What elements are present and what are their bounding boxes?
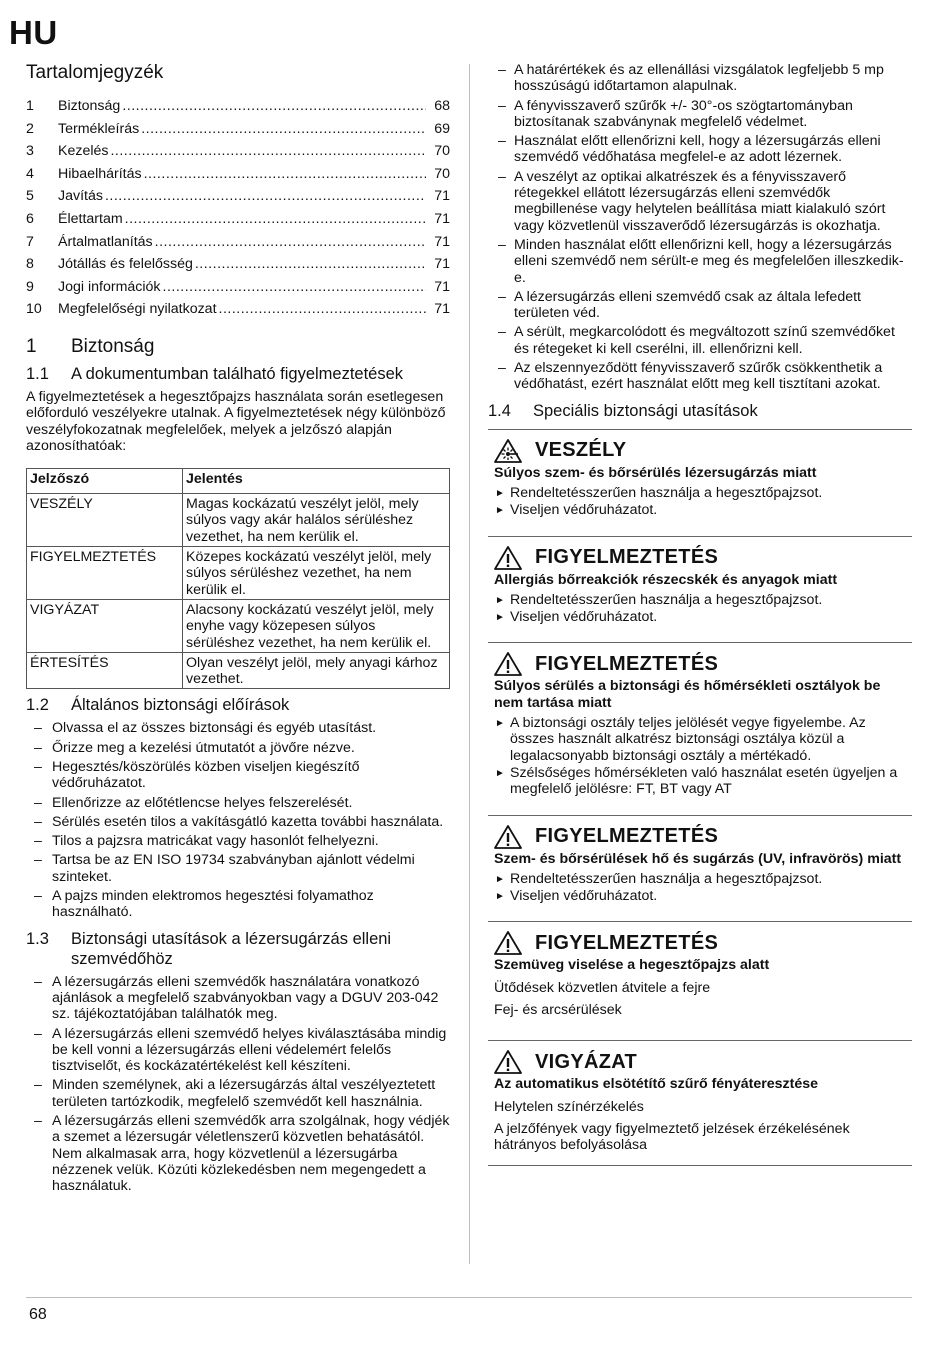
warning-header — [488, 930, 912, 956]
section-number: 1.1 — [26, 364, 49, 383]
warning-triangle-icon — [493, 930, 523, 956]
table-row — [27, 652, 450, 689]
warning-title: FIGYELMEZTETÉS — [535, 652, 719, 675]
table-row — [27, 599, 450, 652]
instruction-item: ► Viseljen védőruházatot. — [488, 502, 912, 518]
list-item: – A lézersugárzás elleni szemvédő csak az általa lefedett területen véd. — [488, 289, 912, 322]
section-1-3-heading — [26, 929, 450, 969]
list-item: – Őrizze meg a kezelési útmutatót a jövőre nézve. — [26, 740, 450, 756]
section-number: 1.3 — [26, 929, 49, 948]
warning-instructions — [488, 871, 912, 905]
toc-leader-dots — [163, 279, 426, 295]
right-column — [488, 62, 912, 1176]
section-title: Biztonság — [71, 335, 155, 357]
toc-page: 71 — [434, 188, 450, 205]
warning-subtitle: Súlyos szem- és bőrsérülés lézersugárzás miatt — [494, 464, 817, 481]
list-item: – A pajzs minden elektromos hegesztési folyamathoz használható. — [26, 888, 450, 921]
toc-number: 2 — [26, 120, 34, 137]
toc-label: Biztonság — [58, 98, 121, 114]
warning-instructions — [488, 592, 912, 626]
signal-meaning: Olyan veszélyt jelöl, mely anyagi kárhoz vezethet. — [183, 652, 450, 689]
toc-label: Hibaelhárítás — [58, 165, 142, 182]
section-1-4-heading — [488, 401, 912, 421]
consequence-text: Helytelen színérzékelés — [494, 1098, 644, 1115]
toc-title: Tartalomjegyzék — [26, 62, 164, 83]
toc-row — [26, 166, 450, 189]
consequence-text: Fej- és arcsérülések — [494, 1001, 622, 1018]
warning-triangle-icon — [493, 824, 523, 850]
toc-row — [26, 234, 450, 257]
warning-title: FIGYELMEZTETÉS — [535, 825, 719, 847]
consequence-text: Ütődések közvetlen átvitele a fejre — [494, 979, 711, 996]
toc-number: 7 — [26, 233, 34, 250]
warning-subtitle: Az automatikus elsötétítő szűrő fényáteresztése — [494, 1076, 819, 1093]
warning-triangle-icon — [493, 651, 523, 677]
toc-row — [26, 279, 450, 302]
section-title: Speciális biztonsági utasítások — [533, 401, 758, 420]
list-item: – Használat előtt ellenőrizni kell, hogy a lézersugárzás elleni szemvédő védőhatása megfelel-e az adott lézernek. — [488, 133, 912, 166]
list-item: – Sérülés esetén tilos a vakításgátló kazetta további használata. — [26, 814, 450, 830]
warning-box — [488, 642, 912, 804]
toc-row — [26, 211, 450, 234]
table-row — [27, 547, 450, 600]
list-item: – A lézersugárzás elleni szemvédők használatára vonatkozó ajánlások a megfelelő szabványokban vagy a DGUV 203-042 sz. tájékoztatójában találhatók meg. — [26, 974, 450, 1023]
toc-leader-dots — [125, 211, 426, 227]
toc-label: Jogi információk — [58, 278, 161, 295]
section-title: Biztonsági utasítások a lézersugárzás elleni szemvédőhöz — [71, 929, 392, 968]
list-item: – Hegesztés/köszörülés közben viseljen kiegészítő védőruházatot. — [26, 759, 450, 792]
toc-row — [26, 256, 450, 279]
section-1-1-paragraph: A figyelmeztetések a hegesztőpajzs használata során esetlegesen előforduló veszélyekre utalnak. A figyelmeztetések négy különböző veszélyfokozatnak megfelelőek, melyek a jelzőszó alapján azonosíthatóak: — [26, 388, 446, 454]
toc-label: Élettartam — [58, 210, 123, 227]
warning-box — [488, 815, 912, 912]
laser-safety-list-continued — [488, 62, 912, 393]
warning-instructions — [488, 715, 912, 797]
warning-subtitle: Szemüveg viselése a hegesztőpajzs alatt — [494, 957, 770, 974]
toc-page: 70 — [434, 165, 450, 182]
toc-label: Ártalmatlanítás — [58, 233, 153, 250]
section-number: 1.4 — [488, 401, 511, 420]
toc-number: 5 — [26, 188, 34, 205]
list-item: – A lézersugárzás elleni szemvédők arra szolgálnak, hogy védjék a szemet a lézersugár véletlenszerű közvetlen behatásától. Nem alkalmasak arra, hogy közvetlenül a lézersugárba nézzenek velük. Közúti közlekedésben nem megengedett a használatuk. — [26, 1113, 450, 1194]
toc-label: Kezelés — [58, 143, 109, 160]
toc-number: 9 — [26, 278, 34, 295]
signal-word: ÉRTESÍTÉS — [27, 652, 183, 689]
toc-leader-dots — [195, 256, 426, 272]
list-item: – A fényvisszaverő szűrők +/- 30°-os szögtartományban biztosítanak szabványnak megfelelő védelmet. — [488, 98, 912, 131]
instruction-item: ► Szélsőséges hőmérsékleten való használat esetén ügyeljen a megfelelő jelölésre: FT, BT vagy AT — [488, 765, 912, 798]
toc-leader-dots — [155, 234, 426, 250]
toc-row — [26, 301, 450, 324]
toc-number: 4 — [26, 165, 34, 182]
warning-subtitle: Szem- és bőrsérülések hő és sugárzás (UV, infravörös) miatt — [494, 850, 902, 867]
laser-safety-list — [26, 974, 450, 1195]
warning-triangle-icon — [493, 545, 523, 571]
instruction-item: ► Viseljen védőruházatot. — [488, 888, 912, 904]
instruction-item: ► Rendeltetésszerűen használja a hegesztőpajzsot. — [488, 592, 912, 608]
language-code: HU — [9, 14, 58, 51]
toc-number: 1 — [26, 98, 34, 114]
column-header: Jelzőszó — [27, 469, 183, 494]
general-safety-list — [26, 720, 450, 920]
signal-meaning: Alacsony kockázatú veszélyt jelöl, mely enyhe vagy közepesen súlyos sérüléshez vezethet, ha nem kerülik el. — [183, 599, 450, 652]
toc-number: 10 — [26, 301, 42, 318]
section-1-2-heading — [26, 695, 450, 715]
warning-subtitle: Allergiás bőrreakciók részecskék és anyagok miatt — [494, 571, 838, 588]
warning-header — [488, 651, 912, 677]
laser-warning-icon — [493, 438, 523, 464]
section-title: Általános biztonsági előírások — [71, 696, 290, 715]
list-item: – Minden használat előtt ellenőrizni kell, hogy a lézersugárzás elleni szemvédő nem sérült-e meg és megfelelően illeszkedik-e. — [488, 237, 912, 286]
column-divider — [469, 64, 470, 1264]
toc-row — [26, 98, 450, 121]
warning-title: FIGYELMEZTETÉS — [535, 931, 719, 954]
toc-page: 69 — [434, 120, 450, 137]
warning-box — [488, 536, 912, 633]
list-item: – A veszélyt az optikai alkatrészek és a fényvisszaverő rétegekkel ellátott lézersugárzás elleni szemvédők megbillenése vagy helytelen beállítása miatt kialakuló szórt vagy közvetlenül visszaverődő lézersugárzás is okozhatja. — [488, 169, 912, 234]
warning-boxes — [488, 429, 912, 1167]
toc-label: Megfelelőségi nyilatkozat — [58, 301, 217, 318]
signal-word: VESZÉLY — [27, 494, 183, 547]
list-item: – Minden személynek, aki a lézersugárzás által veszélyeztetett területen tartózkodik, megfelelő szemvédőt kell használnia. — [26, 1077, 450, 1110]
warning-box — [488, 1040, 912, 1166]
toc-leader-dots — [110, 143, 426, 159]
warning-box — [488, 429, 912, 526]
toc-number: 3 — [26, 143, 34, 160]
toc-page: 71 — [434, 278, 450, 295]
toc-label: Jótállás és felelősség — [58, 256, 193, 273]
toc-row — [26, 121, 450, 144]
toc-leader-dots — [141, 121, 426, 137]
instruction-item: ► Rendeltetésszerűen használja a hegesztőpajzsot. — [488, 485, 912, 501]
warning-triangle-icon — [493, 1049, 523, 1075]
signal-word: VIGYÁZAT — [27, 599, 183, 652]
warning-box — [488, 921, 912, 1030]
toc-number: 8 — [26, 256, 34, 273]
signal-meaning: Magas kockázatú veszélyt jelöl, mely súlyos vagy akár halálos sérüléshez vezethet, ha nem kerülik el. — [183, 494, 450, 547]
toc-list — [26, 98, 450, 324]
toc-page: 71 — [434, 233, 450, 250]
footer-rule — [26, 1297, 912, 1298]
section-1-heading — [26, 336, 450, 358]
instruction-item: ► A biztonsági osztály teljes jelölését vegye figyelembe. Az összes használt alkatrész biztonsági osztálya közül a legalacsonyabb biztonsági osztály a mértékadó. — [488, 715, 912, 764]
toc-label: Termékleírás — [58, 120, 140, 137]
warning-header — [488, 438, 912, 464]
warning-subtitle: Súlyos sérülés a biztonsági és hőmérsékleti osztályok be nem tartása miatt — [494, 678, 881, 711]
list-item: – A határértékek és az ellenállási vizsgálatok legfeljebb 5 mp hosszúságú időtartamon alapulnak. — [488, 62, 912, 95]
list-item: – Tilos a pajzsra matricákat vagy hasonlót felhelyezni. — [26, 833, 450, 849]
warning-header — [488, 545, 912, 571]
instruction-item: ► Viseljen védőruházatot. — [488, 609, 912, 625]
signal-meaning: Közepes kockázatú veszélyt jelöl, mely súlyos sérüléshez vezethet, ha nem kerülik el. — [183, 547, 450, 600]
column-header: Jelentés — [183, 469, 450, 494]
toc-page: 71 — [434, 301, 450, 318]
toc-leader-dots — [105, 188, 426, 204]
list-item: – Ellenőrizze az előtétlencse helyes felszerelését. — [26, 795, 450, 811]
toc-leader-dots — [144, 166, 426, 182]
warning-header — [488, 1049, 912, 1075]
toc-page: 71 — [434, 210, 450, 227]
table-header-row — [27, 469, 450, 494]
toc-page: 68 — [434, 98, 450, 114]
toc-row — [26, 143, 450, 166]
warning-instructions — [488, 485, 912, 519]
list-item: – A lézersugárzás elleni szemvédő helyes kiválasztásába mindig be kell vonni a lézersugárzás elleni védelemért felelős tisztviselőt, és kockázatértékelést kell készíteni. — [26, 1026, 450, 1075]
section-1-1-heading — [26, 364, 450, 384]
left-column — [26, 60, 450, 1203]
section-title: A dokumentumban található figyelmeztetések — [71, 364, 404, 383]
table-row — [27, 494, 450, 547]
toc-leader-dots — [122, 98, 426, 114]
toc-leader-dots — [219, 301, 426, 317]
instruction-item: ► Rendeltetésszerűen használja a hegesztőpajzsot. — [488, 871, 912, 887]
signal-word-table — [26, 468, 450, 689]
section-number: 1.2 — [26, 696, 49, 715]
warning-title: FIGYELMEZTETÉS — [535, 546, 719, 569]
toc-page: 70 — [434, 143, 450, 160]
signal-word: FIGYELMEZTETÉS — [27, 547, 183, 600]
toc-number: 6 — [26, 210, 34, 227]
warning-title: VIGYÁZAT — [535, 1050, 638, 1073]
list-item: – Olvassa el az összes biztonsági és egyéb utasítást. — [26, 720, 450, 736]
list-item: – Tartsa be az EN ISO 19734 szabványban ajánlott védelmi szinteket. — [26, 852, 450, 885]
warning-header — [488, 824, 912, 850]
page-number: 68 — [29, 1306, 47, 1323]
list-item: – A sérült, megkarcolódott és megváltozott színű szemvédőket és rétegeket ki kell cserélni, ill. ellenőrizni kell. — [488, 324, 912, 357]
section-number: 1 — [26, 335, 37, 357]
list-item: – Az elszennyeződött fényvisszaverő szűrők csökkenthetik a védőhatást, ezért használat előtt meg kell tisztítani azokat. — [488, 360, 912, 393]
toc-page: 71 — [434, 256, 450, 273]
consequence-text: A jelzőfények vagy figyelmeztető jelzések érzékelésének hátrányos befolyásolása — [494, 1120, 850, 1154]
toc-row — [26, 188, 450, 211]
toc-label: Javítás — [58, 188, 103, 205]
warning-title: VESZÉLY — [535, 439, 627, 462]
